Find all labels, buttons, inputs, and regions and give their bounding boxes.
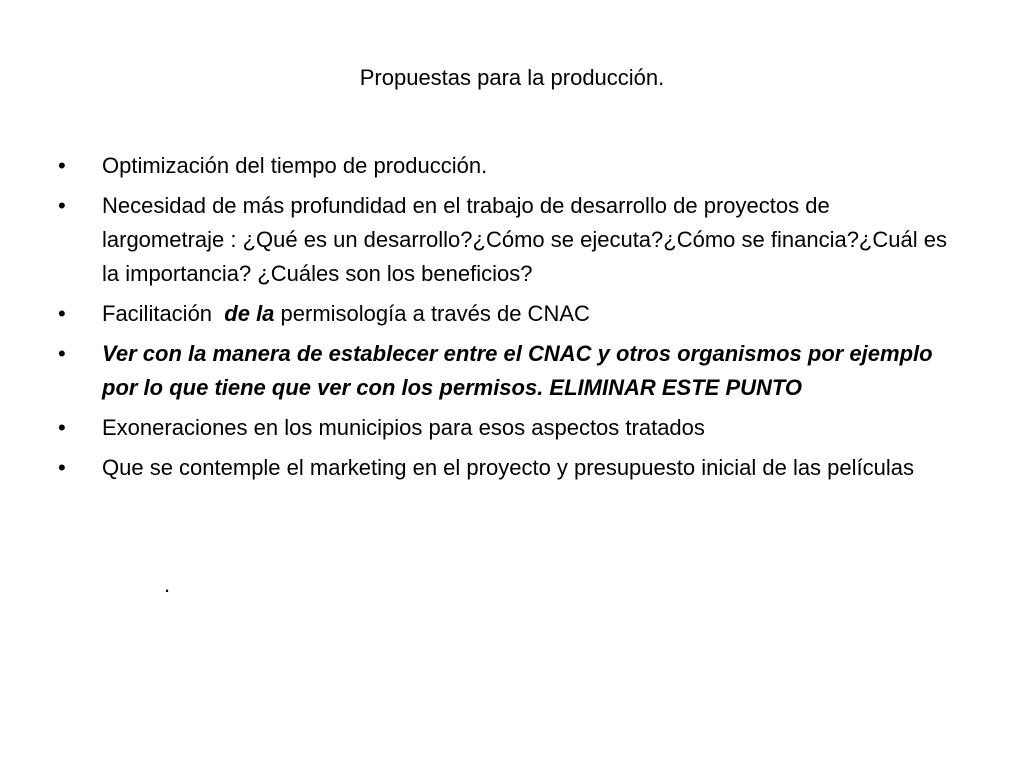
bullet-icon: • bbox=[58, 193, 66, 218]
bullet-text-part: Facilitación bbox=[102, 301, 225, 326]
bullet-text: Necesidad de más profundidad en el trabajo de desarrollo de proyectos de largometraje : ¿Qué es un desarrollo?¿Cómo se ejecuta?¿Cómo se financia?¿Cuál es la importancia? ¿Cuáles son los beneficios? bbox=[102, 193, 947, 286]
list-item bbox=[58, 149, 958, 183]
slide-title: Propuestas para la producción. bbox=[359, 65, 665, 90]
bullet-list bbox=[58, 149, 958, 491]
list-item bbox=[58, 451, 958, 485]
list-item bbox=[58, 189, 958, 291]
list-item bbox=[58, 411, 958, 445]
bullet-icon: • bbox=[58, 341, 66, 366]
bullet-icon: • bbox=[58, 301, 66, 326]
bullet-text-emphasis: Ver con la manera de establecer entre el CNAC y otros organismos por ejemplo por lo que tiene que ver con los permisos. ELIMINAR ESTE PUNTO bbox=[102, 341, 933, 400]
bullet-text-emphasis: de la bbox=[224, 301, 275, 326]
bullet-text: Exoneraciones en los municipios para esos aspectos tratados bbox=[102, 415, 705, 440]
bullet-text-part: permisología a través de CNAC bbox=[274, 301, 590, 326]
list-item bbox=[58, 297, 958, 331]
list-item bbox=[58, 337, 958, 405]
bullet-text: Que se contemple el marketing en el proyecto y presupuesto inicial de las películas bbox=[102, 455, 915, 480]
bullet-icon: • bbox=[58, 455, 66, 480]
bullet-text: Optimización del tiempo de producción. bbox=[102, 153, 488, 178]
trailing-period: . bbox=[164, 572, 171, 597]
bullet-icon: • bbox=[58, 415, 66, 440]
bullet-icon: • bbox=[58, 153, 66, 178]
